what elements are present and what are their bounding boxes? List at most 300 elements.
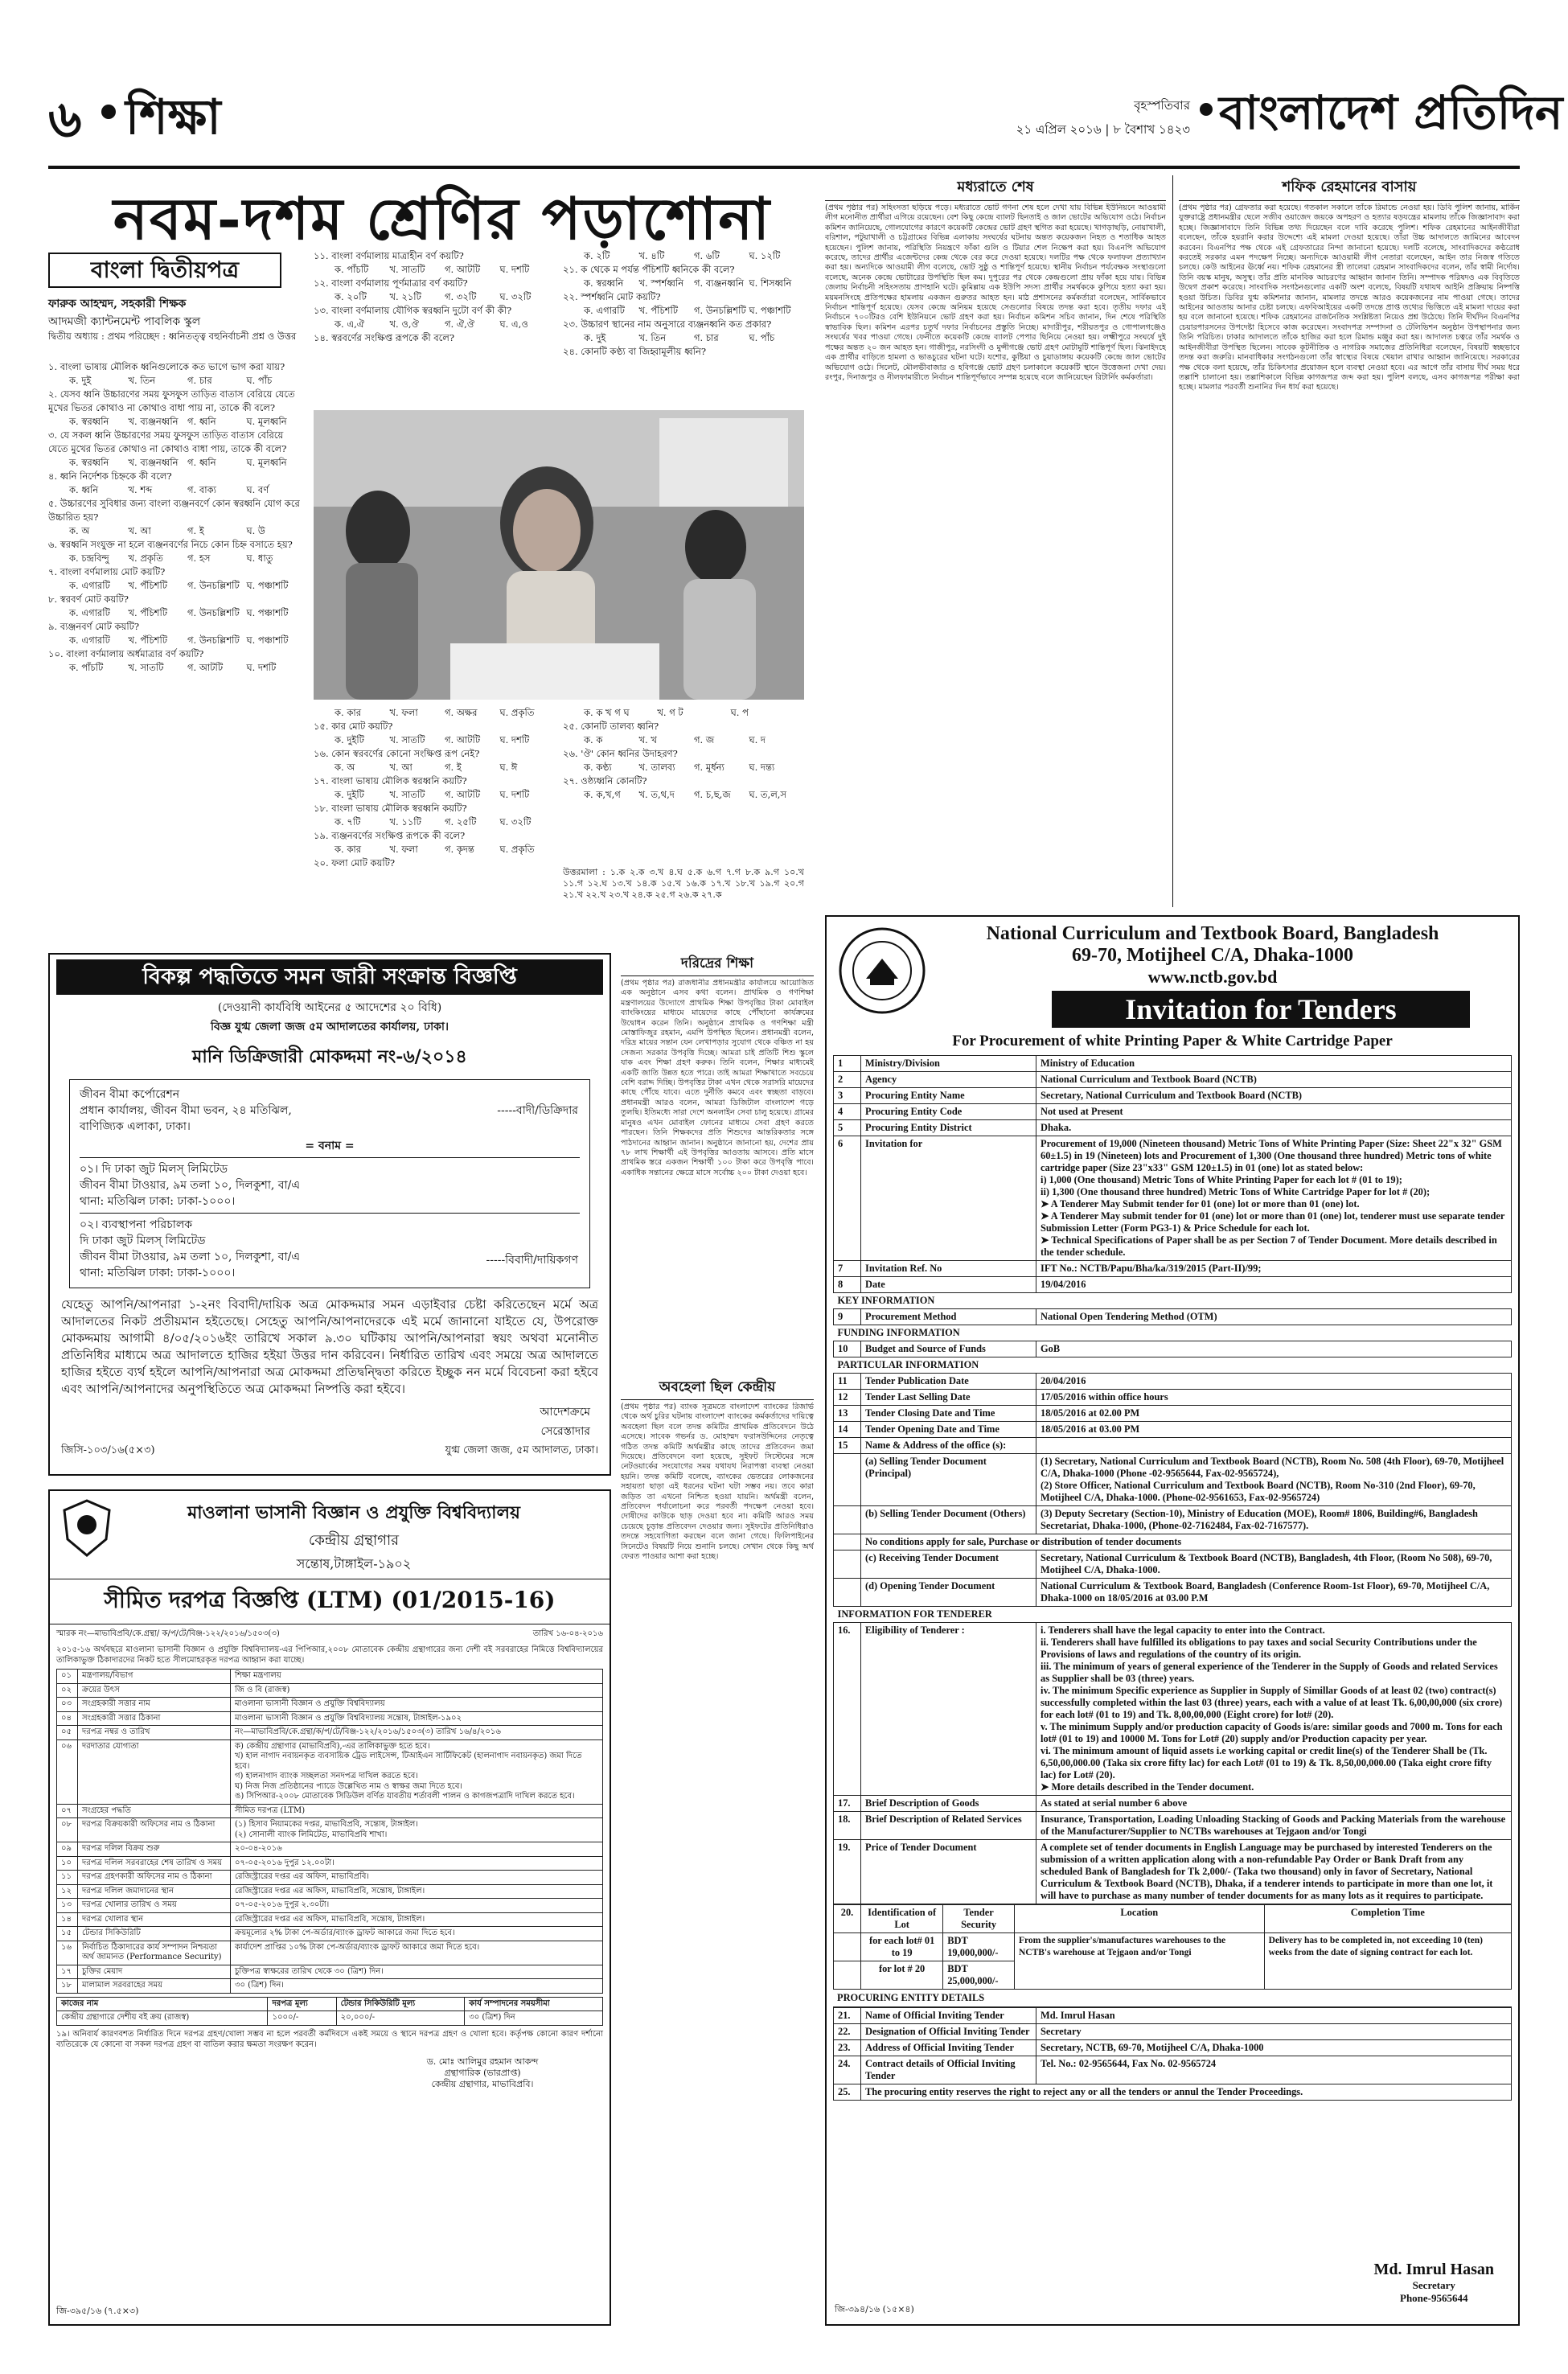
table-cell: ০৭-০৫-২০১৬ দুপুর ১২.০০টা। (231, 1856, 603, 1871)
nctb-website[interactable]: www.nctb.gov.bd (1147, 967, 1278, 987)
answer-option: ক. স্বরধ্বনি (584, 277, 624, 289)
table-cell: দরপত্র দলিল বিক্রয় শুরু (78, 1842, 231, 1857)
summons-clerk: সেরেস্তাদার (540, 1425, 590, 1438)
answer-option: খ. সাতটি (389, 789, 425, 800)
table-cell: ১৪ (57, 1912, 78, 1927)
defendant-role: -----বিবাদী/দায়িকগণ (486, 1254, 578, 1267)
answer-option: খ. ও,ঔ (389, 318, 419, 330)
table-cell: ০৭-০৫-২০১৬ দুপুর ২.৩০টা। (231, 1899, 603, 1913)
table-cell: ০৯ (57, 1842, 78, 1857)
table-row (57, 1739, 603, 1804)
table-cell: সীমিত দরপত্র (LTM) (231, 1804, 603, 1818)
nctb-logo (838, 926, 926, 1015)
answer-option: গ. উনচল্লিশটি (187, 607, 240, 618)
question-column-3 (563, 249, 804, 410)
table-row (834, 1454, 1512, 1506)
table-row (57, 1842, 603, 1857)
table-row (834, 1840, 1512, 1904)
lot-table (833, 1904, 1512, 1990)
table-row (834, 1088, 1512, 1104)
row-value: 18/05/2016 at 02.00 PM (1036, 1406, 1512, 1422)
answer-option: খ. ২১টি (389, 291, 421, 302)
table-cell: দরপত্র বিক্রয়কারী অফিসের নাম ও ঠিকানা (78, 1818, 231, 1842)
section-row (834, 1357, 1512, 1374)
answer-option: গ. চার (694, 332, 719, 343)
lot-header-cell: Location (1014, 1905, 1264, 1933)
nctb-address: 69-70, Motijheel C/A, Dhaka-1000 (1072, 945, 1353, 966)
issue-date: ২১ এপ্রিল ২০১৬ | ৮ বৈশাখ ১৪২৩ (1016, 122, 1190, 137)
answer-option: খ. তিন (128, 375, 156, 386)
answer-option: ক. ক খ গ ঘ (584, 707, 630, 718)
address-line: বাণিজ্যিক এলাকা, ঢাকা। (80, 1120, 191, 1133)
answer-option: ঘ. পঞ্চাশটি (246, 607, 289, 618)
answer-options (48, 483, 306, 497)
answer-option: ক. ধ্বনি (69, 484, 99, 495)
table-row (57, 1884, 603, 1899)
table-cell: মাওলানা ভাসানী বিজ্ঞান ও প্রযুক্তি বিশ্ববিদ্যালয় (231, 1698, 603, 1712)
parties-box (69, 1079, 590, 1288)
answer-options (314, 706, 555, 720)
question-text: ২৭. ওষ্ঠ্যধ্বনি কোনটি? (563, 775, 647, 787)
defendant-2 (80, 1213, 580, 1281)
question-text: ১৮. বাংলা ভাষায় মৌলিক স্বরধ্বনি কয়টি? (314, 803, 467, 814)
table-row (57, 1941, 603, 1965)
lot-name: for lot # 20 (861, 1961, 943, 1990)
article-body: (প্রথম পৃষ্ঠার পর) ব্যাংক সূত্রমতে বাংলাদেশ ব্যাংকের রিজার্ভ থেকে অর্থ চুরির ঘটনায় বাংলাদেশ ব্যাংকের কর্মকর্তাদের দায়িত্বে অবহেলা ছিল বলে তদন্ত কমিটির প্রাথমিক প্রতিবেদনে উঠে এসেছে। সাবেক গভর্নর ড. মোহাম্মদ ফরাসউদ্দিনের নেতৃত্বে গঠিত তদন্ত কমিটি অর্থমন্ত্রীর কাছে তাদের প্রতিবেদন জমা দিয়েছে। প্রতিবেদনে বলা হয়েছে, সুইফট সিস্টেমের সঙ্গে নেটওয়ার্কের সংযোগের সময় যথাযথ নিরাপত্তা ব্যবস্থা নেওয়া হয়নি। তদন্ত কমিটি বলেছে, ব্যাংকের ভেতরের লোকজনের সহায়তা ছাড়া এই ধরনের ঘটনা ঘটা সম্ভব নয়। তবে কারা জড়িত তা এখনো নিশ্চিত হওয়া যায়নি। অর্থমন্ত্রী বলেন, প্রতিবেদন পর্যালোচনা করে পরবর্তী পদক্ষেপ নেওয়া হবে। দোষীদের কাউকে ছাড় দেওয়া হবে না। কমিটি আরও সময় চেয়েছে চূড়ান্ত প্রতিবেদন দেওয়ার জন্য। সুইফটের প্রতিনিধিরাও তদন্তে সহযোগিতা করছেন বলে জানা গেছে। ফিলিপাইনের সিনেটেও বিষয়টি নিয়ে শুনানি চলছে। সেখান থেকে কিছু অর্থ ফেরত পাওয়ার আশা করা হচ্ছে। (621, 1403, 814, 1562)
answer-option: ক. পাঁচটি (69, 662, 104, 673)
table-row (57, 1698, 603, 1712)
answer-option: খ. ৪টি (638, 250, 665, 261)
answer-options (314, 318, 555, 331)
row-label: Address of Official Inviting Tender (861, 2040, 1036, 2056)
answer-option: ঘ. ৩২টি (499, 291, 532, 302)
question-text: ১৪. স্বরবর্ণের সংক্ষিপ্ত রূপকে কী বলে? (314, 332, 455, 343)
answer-option: ক. এগারটি (69, 607, 110, 618)
table-cell: চুক্তিপত্র স্বাক্ষরের তারিখ থেকে ৩০ (ত্রিশ) দিন। (231, 1965, 603, 1979)
lot-header-cell: Identification of Lot (861, 1905, 943, 1933)
table-cell: ১৫ (57, 1927, 78, 1941)
article-poor-education (621, 953, 814, 1371)
table-cell: কার্যাদেশ প্রাপ্তির ১০% টাকা পে-অর্ডার/ব্যাংক ড্রাফট আকারে জমা দিতে হবে। (231, 1941, 603, 1965)
university-logo (61, 1499, 113, 1557)
signer-title: Secretary (1412, 2279, 1455, 2291)
answer-option: ক. দুইটি (335, 789, 364, 800)
table-cell: ০৩ (57, 1698, 78, 1712)
table-cell: ১৬ (57, 1941, 78, 1965)
university-address: সন্তোষ,টাঙ্গাইল-১৯০২ (296, 1556, 412, 1571)
table-cell: নির্বাচিত ঠিকাদারের কার্য সম্পাদন নিশ্চয়তা অর্থ জামানত (Performance Security) (78, 1941, 231, 1965)
table-row (834, 2056, 1512, 2084)
ltm-price-table (56, 1997, 603, 2026)
ltm-notice (48, 1489, 611, 2326)
article-body: (প্রথম পৃষ্ঠার পর) রাজধানীর প্রধানমন্ত্রীর কার্যালয়ে আয়োজিত এক অনুষ্ঠানে এসব কথা বলেন। প্রাথমিক ও গণশিক্ষা মন্ত্রণালয়ের উদ্যোগে প্রাথমিক শিক্ষা উপবৃত্তির টাকা মোবাইল ব্যাংকিংয়ের মাধ্যমে মায়েদের কাছে পৌঁছানো কার্যক্রমের উদ্বোধন করেন তিনি। অনুষ্ঠানে প্রাথমিক ও গণশিক্ষা মন্ত্রী মোস্তাফিজুর রহমান, এমপি উপস্থিত ছিলেন। প্রধানমন্ত্রী বলেন, দরিদ্র মায়ের সন্তান যেন লেখাপড়ার সুযোগ থেকে বঞ্চিত না হয় সেজন্য সরকার উপবৃত্তি দিচ্ছে। আমরা চাই প্রতিটি শিশু স্কুলে যাক এবং শিক্ষা গ্রহণ করুক। তিনি বলেন, শিক্ষার মাধ্যমেই একটি জাতি উন্নত হতে পারে। তাই আমরা শিক্ষাখাতে সবচেয়ে বেশি বরাদ্দ দিচ্ছি। উপবৃত্তির টাকা এখন থেকে সরাসরি মায়েদের কাছে পৌঁছে যাবে। এতে দুর্নীতি কমবে এবং স্বচ্ছতা বাড়বে। প্রধানমন্ত্রী আরও বলেন, আমরা ডিজিটাল বাংলাদেশ গড়ে তুলছি। ইতিমধ্যে সারা দেশে অনলাইন সেবা চালু হয়েছে। গ্রামের মানুষও এখন মোবাইল ফোনের মাধ্যমে সেবা গ্রহণ করতে পারছেন। তিনি শিক্ষকদের প্রতি শিশুদের আন্তরিকতার সঙ্গে পাঠদানের আহ্বান জানান। অনুষ্ঠানে জানানো হয়, দেশের প্রায় ৭৮ লাখ শিক্ষার্থী এই উপবৃত্তির আওতায় আসবে। প্রতি মাসে প্রাথমিক স্তরে একজন শিক্ষার্থী ১০০ টাকা করে উপবৃত্তি পাবে। একাধিক সন্তানের ক্ষেত্রে মাসে সর্বোচ্চ ২০০ টাকা দেওয়া হবে। (621, 979, 814, 1177)
lot-name: for each lot# 01 to 19 (861, 1933, 943, 1961)
table-cell: ১৩ (57, 1899, 78, 1913)
question-text: ১৬. কোন স্বরবর্ণের কোনো সংক্ষিপ্ত রূপ নেই? (314, 748, 480, 759)
study-section (48, 249, 820, 949)
row-value: i. Tenderers shall have the legal capacity to enter into the Contract. ii. Tenderers shall have fulfilled its obligations to pay taxes and social Security Contributions under the Provisions of laws and regulations of the country of its origin. iii. The minimum of years of general experience of the Tenderer in the Supply of Goods and related Services as Supplier shall be 03 (three) years. iv. The minimum Specific experience as Supplier in Supply of Simillar Goods of at least 02 (two) contract(s) successfully completed within the last 03 (three) years, each with a value of at least Tk. 6,00,00,000 (six crore) for each lot# (01 to 19) and Tk. 8,00,00,000 (Eight crore) for lot# (20). v. The minimum Supply and/or production capacity of Goods is/are: similar goods and 7000 m. Tons for each lot# (01 to 19) and 10000 M. Tons for Lot# (20) supply and/or Production capacity per year. vi. The minimum amount of liquid assets i.e working capital or credit line(s) of the Tenderer Shall be (Tk. 6,50,00,000.00 (Taka six crore fifty lac) for each Lot# (01 to 19) & Tk. 8,50,00,000.00 (Taka eight crore fifty lac) for Lot# (20). ➤ More details described in the Tender document. (1036, 1623, 1512, 1796)
weekday: বৃহস্পতিবার (1134, 98, 1190, 113)
question-text: ২২. স্পর্শধ্বনি মোট কয়টি? (563, 291, 661, 302)
nctb-tender-notice (825, 915, 1520, 2326)
table-cell: টেন্ডার সিকিউরিটি (78, 1927, 231, 1941)
question-text: ১৭. বাংলা ভাষায় মৌলিক স্বরধ্বনি কয়টি? (314, 775, 467, 787)
summons-case-no: মানি ডিক্রিজারী মোকদ্দমা নং-৬/২০১৪ (192, 1046, 467, 1067)
nctb-signer (1374, 2261, 1494, 2305)
answer-option: ক. কার (335, 707, 362, 718)
answer-option: গ. আটটি (187, 662, 224, 673)
answer-option: ঘ. শিসধ্বনি (749, 277, 792, 289)
table-row (834, 1120, 1512, 1136)
signer-name: Md. Imrul Hasan (1373, 2261, 1494, 2278)
answer-option: গ. জ (694, 734, 715, 745)
table-row (834, 1579, 1512, 1607)
address-line: কেন্দ্রীয় গ্রন্থাগার, মাভাবিপ্রবি। (431, 2078, 534, 2089)
answer-option: খ. পঁচিশটি (638, 305, 679, 316)
table-header-cell: কার্য সম্পাদনের সময়সীমা (465, 1997, 603, 2011)
row-number (834, 1506, 861, 1534)
answer-option: গ. উনচল্লিশটি (187, 580, 240, 591)
answer-option: গ. চার (187, 375, 212, 386)
question-text: ১৩. বাংলা বর্ণমালায় যৌগিক স্বরধ্বনি দুটো বর্ণ কী কী? (314, 305, 512, 316)
answer-option: ক. এগারটি (69, 580, 110, 591)
row-label: Procuring Entity Code (861, 1104, 1036, 1120)
question-text: ৯. ব্যঞ্জনবর্ণ মোট কয়টি? (48, 621, 140, 632)
table-cell: নং—মাভাবিপ্রবি/কে.গ্রন্থা/ক/প/টে/বিঞ্জ-১২২/২০১৬/১৫০৩(৩) তারিখ ১৬/৪/২০১৬ (231, 1726, 603, 1740)
answer-option: ক. দুইটি (335, 734, 364, 745)
row-value: As stated at serial number 6 above (1036, 1796, 1512, 1812)
author: ফারুক আহম্মদ, সহকারী শিক্ষক (48, 298, 187, 310)
summons-ref: জিসি-১০৩/১৬(৫×৩) (61, 1444, 155, 1456)
row-value: 18/05/2016 at 03.00 PM (1036, 1422, 1512, 1438)
answer-option: ক. অ (69, 525, 90, 536)
answer-option: গ. চ,ছ,জ (694, 789, 731, 800)
section-row (834, 1607, 1512, 1623)
table-cell: ২০,০০০/- (336, 2011, 465, 2026)
answer-option: ঘ. পঞ্চাশটি (246, 635, 289, 646)
answer-option: ক. ক,খ,গ (584, 789, 621, 800)
article-heading: শফিক রেহমানের বাসায় (1179, 175, 1520, 201)
row-label: Invitation for (861, 1136, 1036, 1261)
answer-option: ঘ. দন্ত্য (749, 762, 775, 773)
question-text: ১০. বাংলা বর্ণমালায় অর্ধমাত্রার বর্ণ কয়টি? (48, 648, 204, 659)
answer-option: খ. ফলা (389, 707, 418, 718)
answer-option: ঘ. দশটি (499, 789, 530, 800)
article-shafik-rehman (1179, 175, 1520, 907)
section-label: PARTICULAR INFORMATION (834, 1357, 1512, 1374)
question-text: ১১. বাংলা বর্ণমালায় মাত্রাহীন বর্ণ কয়টি? (314, 250, 464, 261)
tender-info-table (833, 1055, 1512, 1904)
page-number: ৬ (48, 89, 82, 150)
answer-options (48, 606, 306, 620)
row-value: 19/04/2016 (1036, 1277, 1512, 1293)
table-row (57, 1711, 603, 1726)
table-row (834, 2040, 1512, 2056)
answer-option: গ. হস (187, 552, 211, 564)
row-label: (c) Receiving Tender Document (861, 1550, 1036, 1579)
row-number: 2 (834, 1072, 861, 1088)
answer-option: গ. ঐ,ঔ (445, 318, 475, 330)
answer-option: ঘ. দ (749, 734, 766, 745)
table-cell: ৩০ (ত্রিশ) দিন (465, 2011, 603, 2026)
answer-options (314, 290, 555, 304)
row-label: Name & Address of the office (s): (861, 1438, 1036, 1454)
table-row (834, 2024, 1512, 2040)
article-heading: দরিদ্রের শিক্ষা (621, 953, 814, 976)
question-column-1 (48, 360, 306, 955)
section-label: INFORMATION FOR TENDERER (834, 1607, 1512, 1623)
table-cell: ২০-০৪-২০১৬ (231, 1842, 603, 1857)
table-row (834, 1104, 1512, 1120)
table-cell: সংগ্রহের পদ্ধতি (78, 1804, 231, 1818)
answer-option: ক. অ (335, 762, 355, 773)
table-row (57, 1670, 603, 1684)
question-text: ৪. ধ্বনি নির্দেশক চিহ্নকে কী বলে? (48, 470, 172, 482)
defendant-1 (80, 1157, 580, 1210)
answer-option: ঘ. ধাতু (246, 552, 273, 564)
answer-option: ঘ. পঞ্চাশটি (246, 580, 289, 591)
address-line: ড. মোঃ আলিমুর রহমান আকন্দ (426, 2056, 539, 2067)
address-line: দি ঢাকা জুট মিলস্ লিমিটেড (80, 1234, 206, 1247)
summons-court: বিজ্ঞ যুগ্ম জেলা জজ ৫ম আদালতের কার্যালয়, ঢাকা। (211, 1021, 449, 1033)
answer-option: গ. আটটি (445, 734, 481, 745)
table-cell: কেন্দ্রীয় গ্রন্থাগারে দেশীয় বই ক্রয় (রাজস্ব) (57, 2011, 268, 2026)
row-number: 17. (834, 1796, 861, 1812)
table-row (834, 1796, 1512, 1812)
answer-options (48, 374, 306, 388)
row-value: Insurance, Transportation, Loading Unloading Stacking of Goods and Packing Materials from the warehouse of the Manufacturer/Supplier to NCTBs warehouses at Tejgaon and/or Tongi (1036, 1812, 1512, 1840)
row-value: Tel. No.: 02-9565644, Fax No. 02-9565724 (1036, 2056, 1512, 2084)
table-cell: ১০০০/- (268, 2011, 336, 2026)
article-heading: মধ্যরাতে শেষ (825, 175, 1166, 201)
row-value: (1) Secretary, National Curriculum and Textbook Board (NCTB), Room No. 508 (4th Floor), 69-70, Motijheel C/A, Dhaka-1000 (Phone -02-9565644, Fax-02-9565724), (2) Store Officer, National Curriculum and Textbook Board (NCTB), Room No-310 (2nd Floor), 69-70, Motijheel C/A, Dhaka-1000. (Phone-02-9561653, Fax-02-9565724) (1036, 1454, 1512, 1506)
table-cell: মাওলানা ভাসানী বিজ্ঞান ও প্রযুক্তি বিশ্ববিদ্যালয় সন্তোষ, টাঙ্গাইল-১৯০২ (231, 1711, 603, 1726)
question-text: ১. বাংলা ভাষায় মৌলিক ধ্বনিগুলোকে কত ভাগে ভাগ করা যায়? (48, 361, 285, 372)
table-header-cell: টেন্ডার সিকিউরিটি মূল্য (336, 1997, 465, 2011)
table-row (57, 1856, 603, 1871)
row-number: 19. (834, 1840, 861, 1904)
row-number: 22. (834, 2024, 861, 2040)
answer-option: গ. ৩২টি (445, 291, 477, 302)
table-cell: ১৮ (57, 1979, 78, 1994)
answer-option: খ. খ (638, 734, 657, 745)
answer-option: ঘ. দশটি (499, 264, 530, 275)
table-row (834, 2008, 1512, 2024)
table-row (57, 1912, 603, 1927)
answer-option: ক. ৭টি (335, 816, 361, 828)
answer-option: ঘ. প্রকৃতি (499, 707, 535, 718)
table-cell: রেজিস্ট্রারের দপ্তর এর অফিস, মাভাবিপ্রবি, সন্তোষ, টাঙ্গাইল। (231, 1912, 603, 1927)
answer-option: খ. সাতটি (389, 734, 425, 745)
row-value: GoB (1036, 1341, 1512, 1357)
table-cell: দরপত্র দলিল সরবরাহের শেষ তারিখ ও সময় (78, 1856, 231, 1871)
answer-option: খ. পঁচিশটি (128, 607, 168, 618)
row-number: 1 (834, 1056, 861, 1072)
answer-option: ক. দুই (69, 375, 92, 386)
ltm-table (56, 1669, 603, 1994)
answer-option: ঘ. মূলধ্বনি (246, 457, 287, 468)
row-label: Name of Official Inviting Tender (861, 2008, 1036, 2024)
article-midnight (825, 175, 1166, 907)
answer-option: ঘ. পাঁচ (246, 375, 273, 386)
table-cell: দরদাতার যোগ্যতা (78, 1739, 231, 1804)
row-label: Date (861, 1277, 1036, 1293)
paper-name: বাংলাদেশ প্রতিদিন (1219, 85, 1563, 140)
table-row (834, 1309, 1512, 1325)
versus: = বনাম = (305, 1140, 355, 1152)
answer-option: খ. ১১টি (389, 816, 421, 828)
answer-option: ক. স্বরধ্বনি (69, 416, 109, 427)
lot-location: From the supplier's/manufactures warehouses to the NCTB's warehouse at Tejgaon and/or Tongi (1014, 1933, 1264, 1990)
row-label: Designation of Official Inviting Tender (861, 2024, 1036, 2040)
row-label: Tender Last Selling Date (861, 1390, 1036, 1406)
school: আদমজী ক্যান্টনমেন্ট পাবলিক স্কুল (48, 315, 201, 328)
address-line: জীবন বীমা টাওয়ার, ৯ম তলা ১০, দিলকুশা, বা/এ (80, 1179, 301, 1192)
table-row (57, 1804, 603, 1818)
table-cell: ১৭ (57, 1965, 78, 1979)
row-number: 24. (834, 2056, 861, 2084)
answer-option: গ. ই (187, 525, 204, 536)
row-label: Agency (861, 1072, 1036, 1088)
table-cell: চুক্তির মেয়াদ (78, 1965, 231, 1979)
section-name: শিক্ষা (125, 89, 221, 146)
answer-option: গ. ২৫টি (445, 816, 477, 828)
question-column-2 (314, 249, 555, 410)
section-bullet (101, 105, 116, 119)
row-value: Secretary, National Curriculum and Textbook Board (NCTB) (1036, 1088, 1512, 1104)
row-label: No conditions apply for sale, Purchase or distribution of tender documents (861, 1534, 1512, 1550)
row-value: Ministry of Education (1036, 1056, 1512, 1072)
row-value (1036, 1438, 1512, 1454)
answer-option: খ. ফলা (389, 844, 418, 855)
nctb-ref: জি-৩৯৪/১৬ (১৫×৪) (835, 2304, 914, 2314)
row-value: National Curriculum & Textbook Board, Bangladesh (Conference Room-1st Floor), 69-70, Motijheel C/A, Dhaka-1000 on 18/05/2016 at 03.00 P.M (1036, 1579, 1512, 1607)
row-number: 3 (834, 1088, 861, 1104)
table-row (834, 1136, 1512, 1261)
row-number: 6 (834, 1136, 861, 1261)
row-number (834, 1454, 861, 1506)
row-label: Invitation Ref. No (861, 1261, 1036, 1277)
answer-option: গ. কৃদন্ত (445, 844, 474, 855)
answer-option: খ. পঁচিশটি (128, 580, 168, 591)
row-label: Brief Description of Related Services (861, 1812, 1036, 1840)
answer-options (48, 552, 306, 565)
row-number: 12 (834, 1390, 861, 1406)
row-number: 23. (834, 2040, 861, 2056)
summons-rule: (দেওয়ানী কার্যবিধি আইনের ৫ আদেশের ২০ বিধি) (217, 1001, 442, 1014)
question-text: ৬. স্বরধ্বনি সংযুক্ত না হলে ব্যঞ্জনবর্ণের নিচে কোন চিহ্ন বসাতে হয়? (48, 539, 293, 550)
row-value: Md. Imrul Hasan (1036, 2008, 1512, 2024)
row-label: The procuring entity reserves the right to reject any or all the tenders or annul the Tender Proceedings. (861, 2084, 1512, 2101)
section-row (834, 1293, 1512, 1309)
table-header-cell: কাজের নাম (57, 1997, 268, 2011)
row-number: 25. (834, 2084, 861, 2101)
answer-option: খ. প্রকৃতি (128, 552, 163, 564)
answer-option: ক. কার (335, 844, 362, 855)
answer-option: গ. আটটি (445, 264, 481, 275)
answer-option: ঘ. ত,ল,স (749, 789, 787, 800)
table-cell: দরপত্র গ্রহণকারী অফিসের নাম ও ঠিকানা (78, 1871, 231, 1885)
table-row (834, 1341, 1512, 1357)
row-number: 4 (834, 1104, 861, 1120)
answer-option: ঘ. প্রকৃতি (499, 844, 535, 855)
row-value: National Open Tendering Method (OTM) (1036, 1309, 1512, 1325)
answer-option: ক. পাঁচটি (335, 264, 369, 275)
table-row (834, 1390, 1512, 1406)
row-label: (b) Selling Tender Document (Others) (861, 1506, 1036, 1534)
summons-body: যেহেতু আপনি/আপনারা ১-২নং বিবাদী/দায়িক অত্র মোকদ্দমার সমন এড়াইবার চেষ্টা করিতেছেন মর্মে অত্র আদালতের নিকট প্রতীয়মান হইতেছে। সেহেতু আপনি/আপনাদেরকে এই মর্মে জানানো যাইতে যে, উপরোক্ত মোকদ্দমায় আগামী ৪/০৫/২০১৬ইং তারিখে সকাল ৯.৩০ ঘটিকায় আপনি/আপনারা স্বয়ং অথবা মনোনীত প্রতিনিধির মাধ্যমে অত্র আদালতে হাজির হইয়া উত্তর দান করিবেন। নির্ধারিত তারিখ এবং সময়ে অত্র আদালতে হাজির হইতে ব্যর্থ হইলে আপনি/আপনারা অত্র মোকদ্দমা প্রতিদ্বন্দ্বিতা করিতে ইচ্ছুক নন মর্মে বিবেচনা করা হইবে এবং আপনি/আপনাদের অনুপস্থিতিতে অত্র মোকদ্দমা নিষ্পত্তি করা হইবে। (61, 1297, 598, 1396)
answer-options (563, 788, 804, 802)
answer-option: ক. দুই (584, 332, 606, 343)
row-label: Tender Publication Date (861, 1374, 1036, 1390)
table-row (834, 1374, 1512, 1390)
answer-option: ক. এ,ঐ (335, 318, 365, 330)
answer-options (48, 579, 306, 593)
answer-option: খ. ব্যঞ্জনধ্বনি (128, 416, 179, 427)
answer-options (563, 706, 804, 720)
answer-option: ঘ. দশটি (499, 734, 530, 745)
row-value: 17/05/2016 within office hours (1036, 1390, 1512, 1406)
ltm-signer (355, 2056, 610, 2090)
table-cell: ০৪ (57, 1711, 78, 1726)
row-value: A complete set of tender documents in English Language may be purchased by interested Tenderers on the submission of a written application along with a non-refundable Pay Order or Bank Draft from any scheduled Bank of Bangladesh for Tk 2,000/- (Taka two thousand) only in favor of Secretary, National Curriculum & Textbook Board (NCTB), Dhaka, if a tenderer intends to participate in more than one lot, it will have to purchase as many number of tender documents for as many lots as it requires to participate. (1036, 1840, 1512, 1904)
section-label: FUNDING INFORMATION (834, 1325, 1512, 1341)
lot-blank (834, 1961, 861, 1990)
question-text: ১৫. কার মোট কয়টি? (314, 721, 393, 732)
university-name: মাওলানা ভাসানী বিজ্ঞান ও প্রযুক্তি বিশ্ববিদ্যালয় (187, 1502, 520, 1523)
row-label: Contract details of Official Inviting Tender (861, 2056, 1036, 2084)
answer-option: ক. স্বরধ্বনি (69, 457, 109, 468)
row-value: (3) Deputy Secretary (Section-10), Ministry of Education (MOE), Room# 1806, Building#6, Bangladesh Secretariat, Dhaka-1000, (Phone-02-7162484, Fax-02-7167577). (1036, 1506, 1512, 1534)
procuring-section: PROCURING ENTITY DETAILS (833, 1990, 1512, 2007)
answer-option: ঘ. পাঁচ (749, 332, 775, 343)
row-label: Budget and Source of Funds (861, 1341, 1036, 1357)
answer-option: ক. ক (584, 734, 603, 745)
row-value: Secretary (1036, 2024, 1512, 2040)
answer-option: খ. ব্যঞ্জনধ্বনি (128, 457, 179, 468)
row-label: Price of Tender Document (861, 1840, 1036, 1904)
ltm-ref: জি-৩৯৫/১৬ (৭.৫×৩) (56, 2306, 139, 2316)
answer-options (314, 263, 555, 277)
answer-options (314, 788, 555, 802)
ltm-memo-line (56, 1628, 603, 1641)
row-value: IFT No.: NCTB/Papu/Bha/ka/319/2015 (Part-II)/99; (1036, 1261, 1512, 1277)
table-row (57, 1979, 603, 1994)
row-value: Secretary, NCTB, 69-70, Motijheel C/A, Dhaka-1000 (1036, 2040, 1512, 2056)
answer-option: ঘ. ১২টি (749, 250, 781, 261)
question-text: ১৯. ব্যঞ্জনবর্ণের সংক্ষিপ্ত রূপকে কী বলে? (314, 830, 466, 841)
answer-option: গ. ব্যঞ্জনধ্বনি (694, 277, 745, 289)
lot-security: BDT 19,000,000/- (943, 1933, 1015, 1961)
question-text: ৮. স্বরবর্ণ মোট কয়টি? (48, 594, 129, 605)
masthead-rule (48, 166, 1520, 169)
answer-options (563, 331, 804, 345)
table-cell: মালামাল সরবরাহের সময় (78, 1979, 231, 1994)
answer-option: ঘ. বর্ণ (246, 484, 269, 495)
question-text: ২৬. 'ঔ' কোন ধ্বনির উদাহরণ? (563, 748, 678, 759)
procuring-table (833, 2007, 1512, 2101)
ltm-intro: ২০১৫-১৬ অর্থবছরে মাওলানা ভাসানী বিজ্ঞান ও প্রযুক্তি বিশ্ববিদ্যালয়-এর পিপিআর,২০০৮ মোতাবেক কেন্দ্রীয় গ্রন্থাগারের জন্য দেশী বই সরবরাহের নিমিত্তে বিশ্ববিদ্যালয়ের তালিকাভুক্ত ঠিকাদারদের নিকট হতে সীলমোহরকৃত দরপত্র আহ্বান করা যাচ্ছে। (56, 1645, 603, 1665)
table-cell: দরপত্র দলিল জমাদানের স্থান (78, 1884, 231, 1899)
row-number: 13 (834, 1406, 861, 1422)
ltm-memo-date: তারিখ ১৬-০৪-২০১৬ (532, 1629, 603, 1638)
ltm-title: সীমিত দরপত্র বিজ্ঞপ্তি (LTM) (01/2015-16) (50, 1579, 610, 1624)
answer-option: খ. ত,থ,দ (638, 789, 675, 800)
table-header-cell: দরপত্র মূল্য (268, 1997, 336, 2011)
answer-options (48, 415, 306, 429)
table-row (834, 1534, 1512, 1550)
answer-option: ক. ২টি (584, 250, 610, 261)
